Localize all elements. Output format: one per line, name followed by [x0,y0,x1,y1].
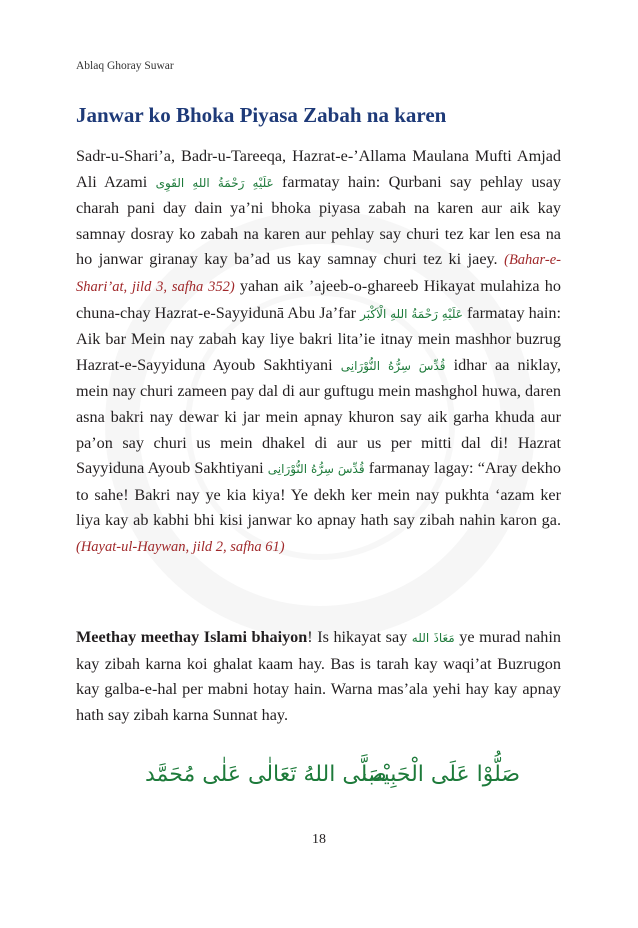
paragraph-1 [76,144,561,561]
arabic-invocation: عَلَيْهِ رَحْمَةُ اللهِ القَوِى [155,175,274,190]
citation: (Bahar-e-Shari’at, jild 3, safha 352) [76,252,561,295]
citation: (Hayat-ul-Haywan, jild 2, safha 61) [76,538,285,555]
page-number: 18 [312,832,326,847]
text-run: farmatay hain: Qurbani say pehlay usay charah pani day dain ya’ni bhoka piyasa zabah na karen aur aik kay samnay dosray ko zabah na karen aur pehlay say churi tez kar len esa na ho janwar giranay kay ba’ad us kay samnay churi tez ki jaey. [76,172,561,269]
section-heading: Janwar ko Bhoka Piyasa Zabah na karen [76,103,447,127]
address-phrase: Meethay meethay Islami bhaiyon [76,628,308,646]
salawat-call: صَلُّوْا عَلَى الْحَبِيْب [362,762,521,787]
arabic-invocation: قُدِّسَ سِرُّهُ النُّوْرَانِى [340,358,446,373]
salawat-response: صَلَّى اللهُ تَعَالٰى عَلٰى مُحَمَّد [145,762,387,787]
text-run: yahan aik ’ajeeb-o-ghareeb Hikayat mulahiza ho chuna-chay Hazrat-e-Sayyidunā Abu Ja’far [76,276,561,322]
text-run: Sadr-u-Shari’a, Badr-u-Tareeqa, Hazrat-e-’Allama Maulana Mufti Amjad Ali Azami [76,147,561,191]
arabic-phrase: مَعَاذَ الله [411,631,455,645]
text-run: ! Is hikayat say [307,628,412,646]
text-run: idhar aa niklay, mein nay churi zameen pay dal di aur guftugu mein mashghol huwa, daren asna bakri nay dewar ki jar mein apnay khuron say aik garha khuda aur pa’on say churi us mein dhakel di aur us per mitti dal di! Hazrat Sayyiduna Ayoub Sakhtiyani [76,355,561,478]
paragraph-2 [76,625,561,728]
text-run: farmatay hain: Aik bar Mein nay zabah kay liye bakri lita’ie itnay mein mashhor buzrug Hazrat-e-Sayyiduna Ayoub Sakhtiyani [76,303,561,374]
running-header: Ablaq Ghoray Suwar [76,60,174,72]
arabic-invocation: عَلَيْهِ رَحْمَةُ اللهِ الْاَكْبَر [360,306,463,321]
text-run: ye murad nahin kay zibah karna koi ghalat kaam hay. Bas is tarah kay waqi’at Buzrugon kay galba-e-hal per mabni hotay hain. Warna mas’ala yehi hay kay apnay hath say zibah karna Sunnat hay. [76,628,561,724]
text-run: farmanay lagay: “Aray dekho to sahe! Bakri nay ye kia kiya! Ye dekh ker mein nay pukhta ‘azam ker liya kay ab kabhi bhi kisi janwar ko apnay hath say zibah nahin karon ga. [76,459,561,530]
arabic-invocation: قُدِّسَ سِرُّهُ النُّوْرَانِى [267,462,365,477]
